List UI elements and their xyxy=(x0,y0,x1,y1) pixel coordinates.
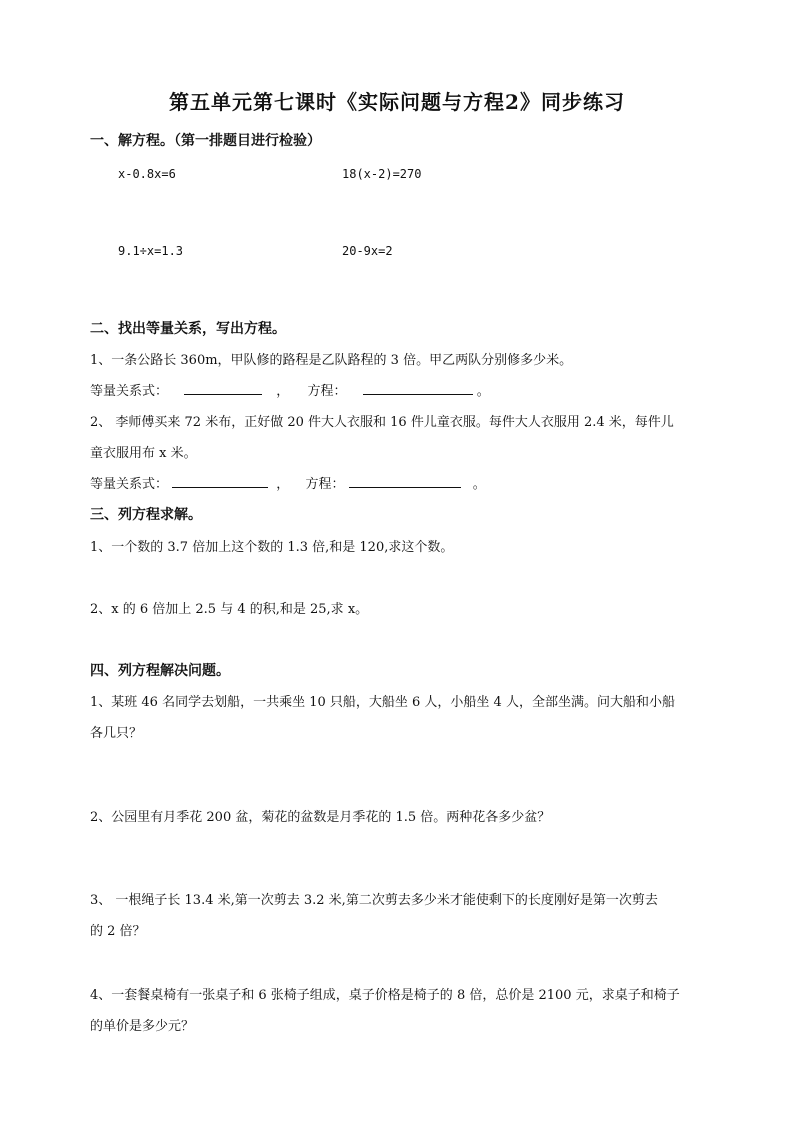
section-2-question-2-line-2: 童衣服用布 x 米。 xyxy=(90,446,197,461)
section-3-heading: 三、列方程求解。 xyxy=(90,507,202,523)
equation-blank[interactable] xyxy=(349,475,461,488)
equation-label: 方程： xyxy=(307,384,347,399)
relation-label: 等量关系式： xyxy=(90,477,169,492)
comma: ， xyxy=(276,477,290,492)
page-title: 第五单元第七课时《实际问题与方程2》同步练习 xyxy=(169,90,625,114)
section-1-heading: 一、解方程。（第一排题目进行检验） xyxy=(90,133,321,149)
section-4-question-1-line-2: 各几只？ xyxy=(90,726,143,741)
relation-blank[interactable] xyxy=(172,475,268,488)
relation-blank[interactable] xyxy=(184,382,262,395)
relation-label: 等量关系式： xyxy=(90,384,169,399)
comma: ， xyxy=(276,384,290,399)
section-2-question-2-line-1: 2、 李师傅买来 72 米布，正好做 20 件大人衣服和 16 件儿童衣服。每件大人衣服用 2.4 米，每件儿 xyxy=(90,415,674,430)
answer-row-2 xyxy=(90,473,486,492)
section-2-question-1: 1、一条公路长 360m，甲队修的路程是乙队路程的 3 倍。甲乙两队分别修多少米。 xyxy=(90,353,573,368)
section-4-question-2: 2、公园里有月季花 200 盆，菊花的盆数是月季花的 1.5 倍。两种花各多少盆？ xyxy=(90,810,551,825)
section-2-heading: 二、找出等量关系，写出方程。 xyxy=(90,321,286,337)
section-4-question-1-line-1: 1、某班 46 名同学去划船，一共乘坐 10 只船，大船坐 6 人，小船坐 4 人，全部坐满。问大船和小船 xyxy=(90,695,675,710)
section-4-question-3-line-1: 3、 一根绳子长 13.4 米,第一次剪去 3.2 米,第二次剪去多少米才能使剩下的长度刚好是第一次剪去 xyxy=(90,893,658,908)
answer-row-1 xyxy=(90,380,490,399)
period: 。 xyxy=(476,384,490,399)
equation-1: x-0.8x=6 xyxy=(118,167,176,181)
equation-label: 方程： xyxy=(305,477,345,492)
section-4-question-3-line-2: 的 2 倍？ xyxy=(90,924,146,939)
equation-3: 9.1÷x=1.3 xyxy=(118,244,184,258)
equation-2: 18(x-2)=270 xyxy=(342,167,422,181)
section-4-question-4-line-2: 的单价是多少元？ xyxy=(90,1019,195,1034)
section-3-question-1: 1、一个数的 3.7 倍加上这个数的 1.3 倍,和是 120,求这个数。 xyxy=(90,540,454,555)
section-4-heading: 四、列方程解决问题。 xyxy=(90,663,230,679)
equation-4: 20-9x=2 xyxy=(342,244,393,258)
period: 。 xyxy=(472,477,486,492)
section-3-question-2: 2、x 的 6 倍加上 2.5 与 4 的积,和是 25,求 x。 xyxy=(90,602,369,617)
equation-blank[interactable] xyxy=(363,382,473,395)
section-4-question-4-line-1: 4、一套餐桌椅有一张桌子和 6 张椅子组成，桌子价格是椅子的 8 倍，总价是 2100 元，求桌子和椅子 xyxy=(90,988,680,1003)
